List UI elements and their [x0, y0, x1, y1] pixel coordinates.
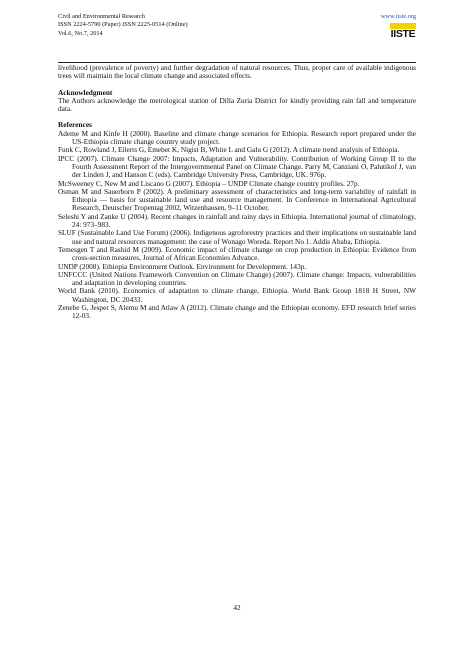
acknowledgment-heading: Acknowledgment — [58, 87, 113, 97]
reference-item: Ademe M and Kinfe H (2000). Baseline and climate change scenarios for Ethiopia. Research report prepared under the US-Ethiopia climate change country study project. — [58, 128, 416, 147]
reference-item: Osman M and Sauerborn P (2002). A preliminary assessment of characteristics and long-term variability of rainfall in Ethiopia — basis for sustainable land use and resource management. In Conference in International Agricultural Research, Deutscher Tropentag 2002, Witzenhausen, 9–11 October. — [58, 186, 416, 213]
journal-branding — [381, 13, 416, 48]
journal-issn: ISSN 2224-5790 (Paper) ISSN 2225-0514 (Online) — [58, 21, 188, 29]
journal-website-link[interactable]: www.iiste.org — [380, 13, 416, 20]
page-body — [58, 64, 416, 321]
reference-list — [58, 130, 416, 321]
reference-item: Zenebe G, Jesper S, Alemu M and Atlaw A (2012). Climate change and the Ethiopian economy. EFD research brief series 12-03. — [58, 303, 416, 321]
reference-item: UNFCCC (United Nations Framework Convention on Climate Change) (2007). Climate change: Impacts, vulnerabilities and adaptation in developing countries. — [58, 269, 416, 288]
reference-item: SLUF (Sustainable Land Use Forum) (2006). Indigenous agroforestry practices and their implications on sustainable land use and natural resources management: the case of Wonago Woreda. Report No 1. Addis Ababa, Ethiopia. — [58, 228, 416, 246]
page-header — [58, 13, 416, 61]
reference-item: IPCC (2007). Climate Change 2007: Impacts, Adaptation and Vulnerability. Contribution of Working Group II to the Fourth Assessment Report of the Intergovernmental Panel on Climate Change. Parry M, Canziani O, Palutikof J, van der Linden J, and Hanson C (eds). Cambridge University Press, Cambridge, UK. 976p. — [58, 153, 416, 180]
page-number: 42 — [233, 603, 241, 612]
reference-item: UNDP (2008). Ethiopia Environment Outlook. Environment for Development. 143p. — [58, 261, 307, 271]
logo-text: IISTE — [390, 28, 416, 40]
reference-item: Seleshi Y and Zanke U (2004). Recent changes in rainfall and rainy days in Ethiopia. International journal of climatology, 24: 973–983. — [58, 211, 416, 230]
journal-name: Civil and Environmental Research — [58, 13, 145, 20]
references-heading: References — [58, 120, 92, 130]
intro-paragraph: livelihood (prevalence of poverty) and further degradation of natural resources. Thus, proper care of available indigenous trees will maintain the local climate change and associated effects. — [58, 63, 416, 81]
acknowledgment-body: The Authors acknowledge the metrological station of Dilla Zuria District for kindly providing rain fall and temperature data. — [58, 95, 416, 114]
iiste-logo — [390, 23, 416, 43]
reference-item: McSweeney C, New M and Liscano G (2007). Ethiopia – UNDP Climate change country profiles. 27p. — [58, 178, 360, 188]
reference-item: Funk C, Rowland J, Eilerts G, Emebet K, Nigist B, White L and Galu G (2012). A climate trend analysis of Ethiopia. — [58, 145, 400, 155]
journal-volume: Vol.6, No.7, 2014 — [58, 29, 103, 37]
journal-info — [58, 13, 188, 38]
reference-item: Temesgen T and Rashid M (2009). Economic impact of climate change on crop production in Ethiopia: Evidence from cross-section measures, Journal of African Economies Advance. — [58, 244, 416, 263]
reference-item: World Bank (2010). Economics of adaptation to climate change, Ethiopia. World Bank Group 1818 H Street, NW Washington, DC 20433. — [58, 286, 416, 304]
